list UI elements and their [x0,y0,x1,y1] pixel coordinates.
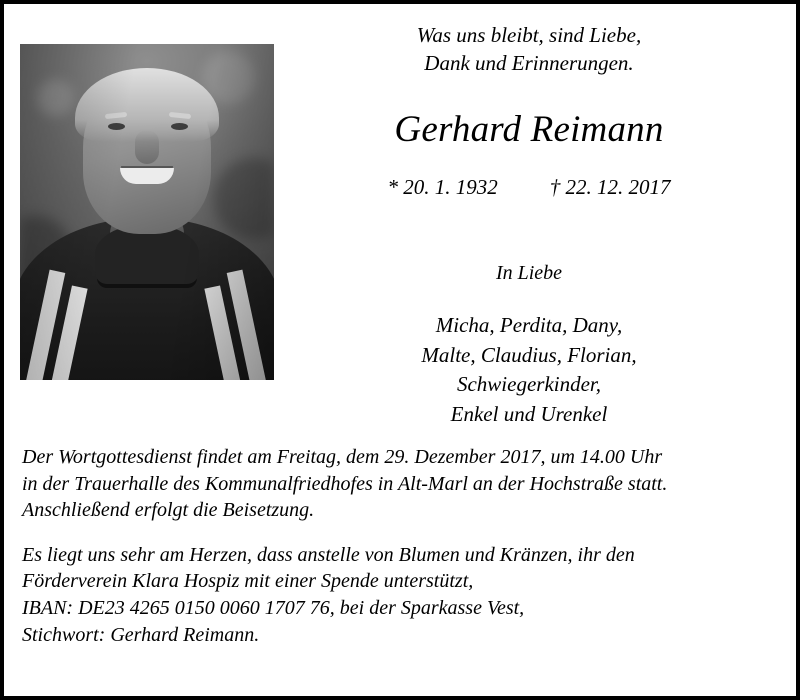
family-line-1: Micha, Perdita, Dany, [435,312,623,337]
motto-line-1: Was uns bleibt, sind Liebe, [416,23,642,47]
service-line-3: Anschließend erfolgt die Beisetzung. [22,499,315,522]
family-names [278,311,780,430]
family-line-2: Malte, Claudius, Florian, [421,342,637,367]
donation-line-2: Förderverein Klara Hospiz mit einer Spende unterstützt, [22,570,474,593]
death-date: † 22. 12. 2017 [549,174,671,199]
service-line-1: Der Wortgottesdienst findet am Freitag, dem 29. Dezember 2017, um 14.00 Uhr [22,446,663,469]
obituary-bottom-section [4,430,796,648]
family-line-3: Schwiegerkinder, [456,372,602,397]
donation-line-3: IBAN: DE23 4265 0150 0060 1707 76, bei der Sparkasse Vest, [22,597,525,620]
funeral-service-paragraph [22,444,780,524]
portrait-photo [20,44,274,380]
in-love-label: In Liebe [495,261,563,284]
motto-line-2: Dank und Erinnerungen. [424,50,634,75]
family-line-4: Enkel und Urenkel [450,402,608,427]
service-line-2: in der Trauerhalle des Kommunalfriedhofes in Alt-Marl an der Hochstraße statt. [22,472,668,495]
photo-vignette [20,44,274,380]
life-dates [278,175,780,200]
birth-date: * 20. 1. 1932 [387,174,498,199]
donation-line-1: Es liegt uns sehr am Herzen, dass anstelle von Blumen und Kränzen, ihr den [22,543,635,566]
obituary-text-column [278,18,780,430]
donation-line-4: Stichwort: Gerhard Reimann. [22,623,260,646]
portrait-container [20,18,278,380]
deceased-name: Gerhard Reimann [394,108,664,150]
donation-paragraph [22,542,780,648]
motto [278,22,780,78]
obituary-top-section [4,4,796,430]
